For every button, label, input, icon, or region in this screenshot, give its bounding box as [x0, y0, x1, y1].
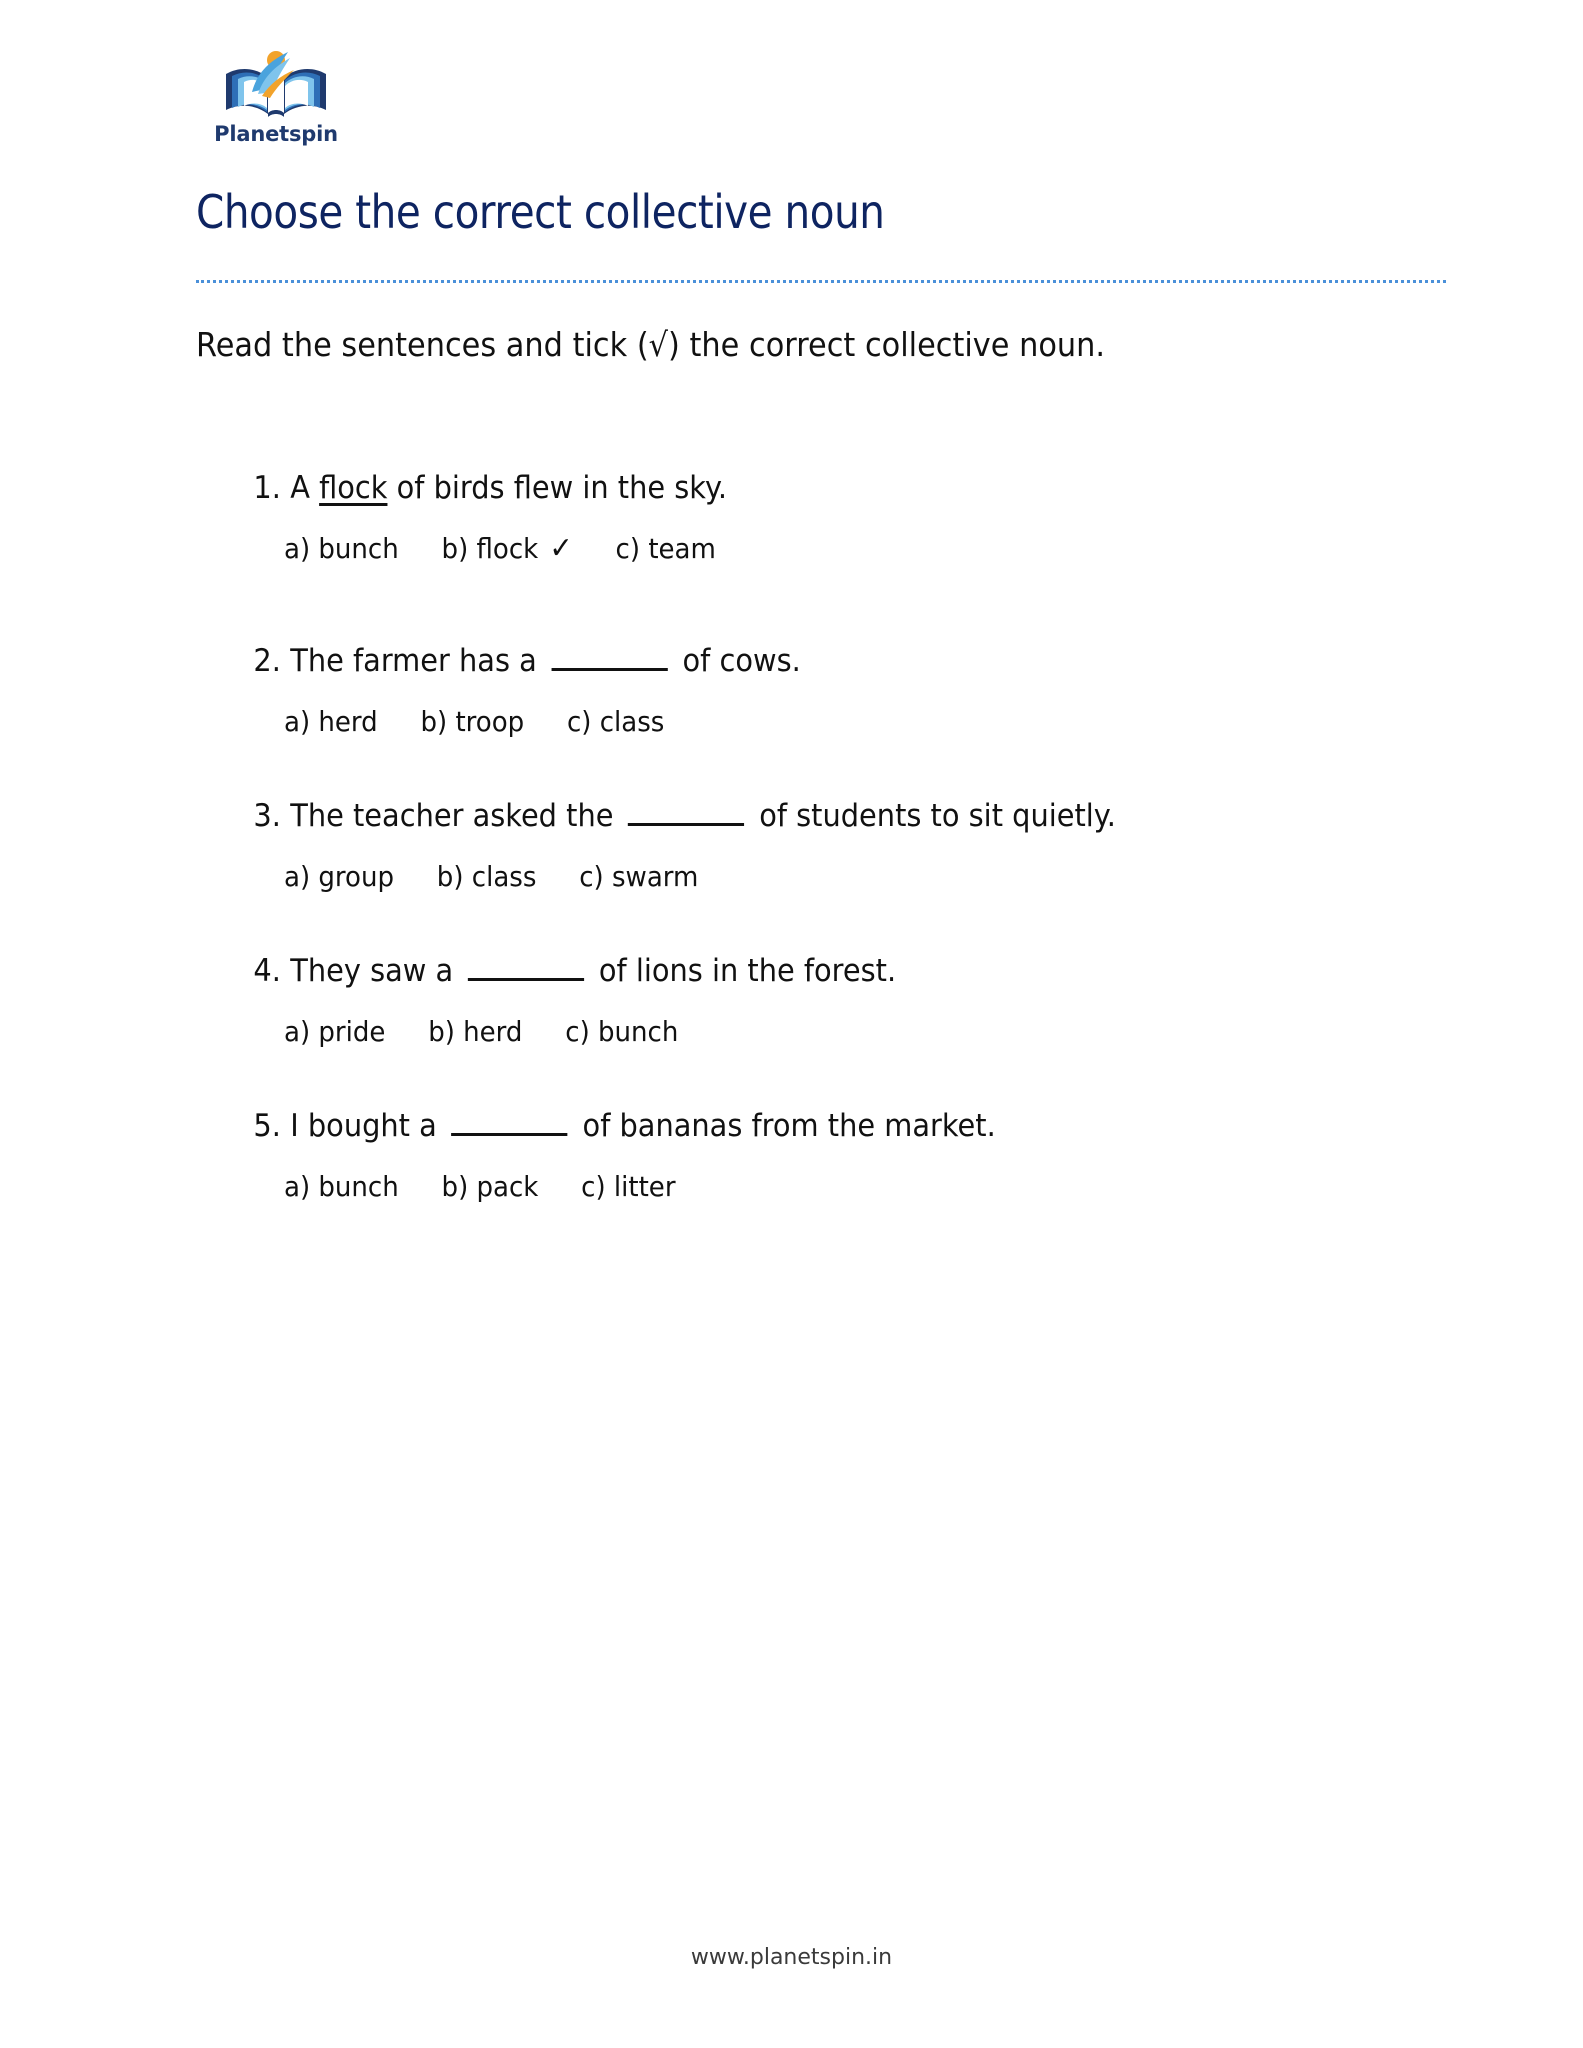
brand-name: Planetspin	[214, 122, 338, 146]
option-choice[interactable]	[616, 532, 716, 565]
question-line	[240, 643, 1412, 679]
option-choice[interactable]	[579, 860, 698, 893]
options-row	[284, 1015, 1415, 1048]
question-number: 5.	[253, 1108, 281, 1144]
option-choice[interactable]	[437, 860, 537, 893]
answer-blank[interactable]	[468, 978, 584, 981]
question-text	[290, 1108, 996, 1144]
option-choice[interactable]	[284, 705, 378, 738]
question-item	[240, 953, 1500, 1048]
option-choice[interactable]	[284, 1015, 385, 1048]
option-label: a) herd	[284, 705, 378, 738]
question-answer-underlined: flock	[319, 470, 388, 506]
tick-icon: ✓	[549, 531, 573, 566]
option-choice[interactable]	[284, 860, 394, 893]
question-text-after: of lions in the forest.	[589, 953, 897, 989]
option-label: c) litter	[581, 1170, 676, 1203]
option-label: a) bunch	[284, 1170, 399, 1203]
option-label: b) herd	[428, 1015, 523, 1048]
question-text-before: The farmer has a	[290, 643, 546, 679]
option-choice[interactable]	[442, 532, 573, 565]
answer-blank[interactable]	[452, 1133, 568, 1136]
question-text-before: The teacher asked the	[290, 798, 623, 834]
option-choice[interactable]	[420, 705, 524, 738]
question-number: 1.	[253, 470, 281, 506]
option-choice[interactable]	[567, 705, 664, 738]
question-text-after: of bananas from the market.	[573, 1108, 996, 1144]
options-row	[284, 1170, 1415, 1203]
option-label: b) pack	[441, 1170, 539, 1203]
question-text	[290, 953, 896, 989]
question-item	[240, 1108, 1500, 1203]
option-label: b) class	[436, 860, 537, 893]
question-item	[240, 798, 1500, 893]
question-number: 4.	[253, 953, 281, 989]
option-choice[interactable]	[284, 532, 399, 565]
option-label: c) bunch	[565, 1015, 679, 1048]
question-line	[240, 470, 1412, 506]
question-text-after: of birds flew in the sky.	[387, 470, 728, 506]
question-item	[240, 470, 1500, 565]
brand-logo	[196, 44, 356, 145]
question-text-after: of cows.	[673, 643, 801, 679]
question-number: 2.	[253, 643, 281, 679]
page-title: Choose the correct collective noun	[196, 185, 885, 239]
option-choice[interactable]	[284, 1170, 399, 1203]
option-label: b) troop	[420, 705, 525, 738]
instruction-text: Read the sentences and tick (√) the correct collective noun.	[196, 325, 1106, 364]
question-item	[240, 643, 1500, 738]
option-label: c) team	[615, 532, 716, 565]
answer-blank[interactable]	[552, 668, 668, 671]
option-label: a) pride	[284, 1015, 386, 1048]
option-label: a) group	[284, 860, 395, 893]
question-text-after: of students to sit quietly.	[750, 798, 1116, 834]
answer-blank[interactable]	[628, 823, 744, 826]
options-row	[284, 532, 1415, 565]
question-text	[290, 798, 1116, 834]
option-choice[interactable]	[428, 1015, 522, 1048]
questions-list	[240, 470, 1500, 1245]
footer-url: www.planetspin.in	[690, 1945, 893, 1970]
option-label: c) class	[566, 705, 665, 738]
question-text	[290, 643, 801, 679]
question-line	[240, 1108, 1412, 1144]
question-text-before: They saw a	[290, 953, 463, 989]
question-line	[240, 953, 1412, 989]
option-label: a) bunch	[284, 532, 399, 565]
question-text-before: I bought a	[290, 1108, 446, 1144]
question-number: 3.	[253, 798, 281, 834]
question-text-before: A	[290, 470, 320, 506]
option-label: c) swarm	[579, 860, 699, 893]
options-row	[284, 705, 1415, 738]
option-choice[interactable]	[442, 1170, 539, 1203]
option-label: b) flock	[441, 532, 539, 565]
option-choice[interactable]	[581, 1170, 675, 1203]
option-choice[interactable]	[565, 1015, 678, 1048]
question-line	[240, 798, 1412, 834]
options-row	[284, 860, 1415, 893]
title-divider	[196, 280, 1446, 283]
open-book-with-figure-icon	[222, 44, 330, 122]
question-text	[290, 470, 727, 506]
